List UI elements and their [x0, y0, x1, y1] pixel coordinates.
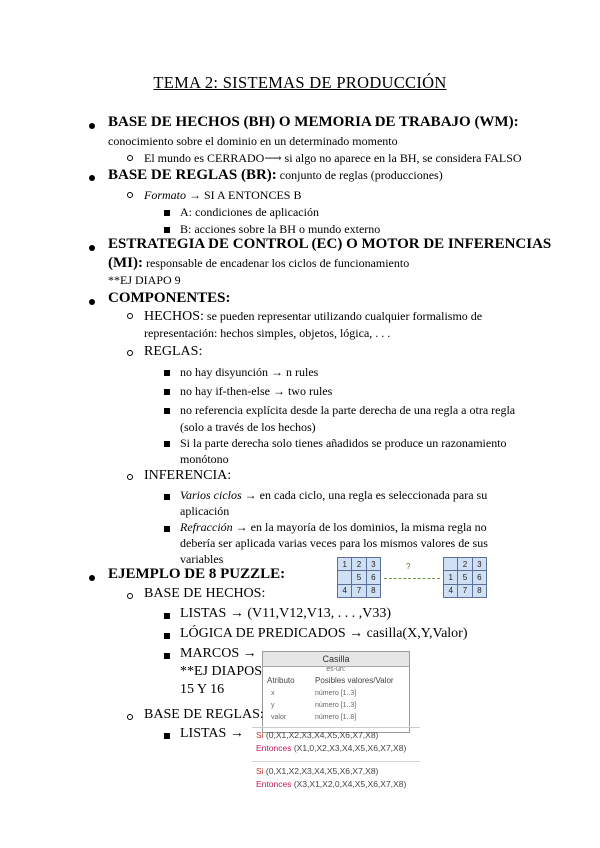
si-keyword: Si: [256, 766, 264, 776]
puzzle-cell: 3: [367, 558, 380, 570]
puzzle-listas2: LISTAS →: [180, 726, 244, 741]
frame-title: Casilla: [263, 652, 409, 667]
regla-1: no hay disyunción → n rules: [180, 365, 319, 379]
br-desc: conjunto de reglas (producciones): [276, 168, 443, 182]
rule-text: (0,X1,X2,X3,X4,X5,X6,X7,X8): [263, 730, 379, 740]
frame-row-val: número [1..8]: [315, 714, 357, 721]
rule-separator: [252, 761, 420, 762]
ec-heading2: (MI):: [108, 255, 143, 271]
puzzle-logica: LÓGICA DE PREDICADOS → casilla(X,Y,Valor): [180, 626, 468, 641]
frame-row-attr: x: [271, 690, 275, 697]
dashed-arrow: [384, 578, 440, 579]
square-bullet-icon: [164, 441, 170, 447]
br-heading: BASE DE REGLAS (BR):: [108, 167, 277, 183]
inf-2a: [180, 520, 487, 535]
hechos-label: HECHOS:: [144, 309, 204, 324]
square-bullet-icon: [164, 227, 170, 233]
square-bullet-icon: [164, 210, 170, 216]
rule-1-ent: [256, 743, 406, 753]
puzzle-cell: 7: [352, 585, 365, 597]
puzzle-grid-initial: [337, 557, 381, 598]
inf-1b: aplicación: [180, 504, 230, 518]
reglas-label: REGLAS:: [144, 344, 203, 359]
frame-col-values: Posibles valores/Valor: [315, 676, 394, 685]
circle-bullet-icon: [127, 474, 133, 480]
si-keyword: Si: [256, 730, 264, 740]
bullet-icon: [89, 299, 95, 305]
inf-1-label: Varios ciclos: [180, 488, 242, 502]
hechos-desc: se pueden representar utilizando cualquier formalismo de: [203, 309, 483, 323]
frame-row-attr: valor: [271, 714, 287, 721]
puzzle-grid-next: [443, 557, 487, 598]
square-bullet-icon: [164, 526, 170, 532]
frame-col-attr: Atributo: [267, 676, 295, 685]
circle-bullet-icon: [127, 593, 133, 599]
ec-heading: ESTRATEGIA DE CONTROL (EC) O MOTOR DE INFERENCIAS: [108, 236, 552, 252]
puzzle-cell: 1: [444, 571, 457, 583]
circle-bullet-icon: [127, 714, 133, 720]
entonces-keyword: Entonces: [256, 743, 292, 753]
frame-row-attr: y: [271, 702, 275, 709]
bh-desc: conocimiento sobre el dominio en un determinado momento: [108, 134, 398, 148]
bullet-icon: [89, 123, 95, 129]
puzzle-cell: 4: [444, 585, 457, 597]
rule-2-si: [256, 766, 378, 776]
square-bullet-icon: [164, 494, 170, 500]
arrow-label: ?: [406, 562, 411, 571]
casilla-frame: [262, 651, 410, 733]
puzzle-cell: 5: [352, 571, 365, 583]
page-title: TEMA 2: SISTEMAS DE PRODUCCIÓN: [153, 73, 447, 92]
comp-heading: COMPONENTES:: [108, 290, 231, 306]
puzzle-cell: 7: [458, 585, 471, 597]
ec-note: **EJ DIAPO 9: [108, 273, 181, 287]
regla-3a: no referencia explícita desde la parte derecha de una regla a otra regla: [180, 403, 516, 417]
square-bullet-icon: [164, 408, 170, 414]
puzzle-cell: [444, 558, 457, 570]
bullet-icon: [89, 175, 95, 181]
regla-4b: monótono: [180, 452, 229, 466]
hechos-line: [144, 307, 482, 325]
square-bullet-icon: [164, 653, 170, 659]
puzzle-cell: 8: [367, 585, 380, 597]
ec-desc: responsable de encadenar los ciclos de funcionamiento: [142, 256, 410, 270]
square-bullet-icon: [164, 733, 170, 739]
puzzle-diapos2: 15 Y 16: [180, 682, 225, 697]
puzzle-heading: EJEMPLO DE 8 PUZZLE:: [108, 566, 286, 582]
formato-label: Formato: [144, 188, 186, 202]
inf-1-text: → en cada ciclo, una regla es seleccionada para su: [241, 488, 488, 502]
circle-bullet-icon: [127, 192, 133, 198]
circle-bullet-icon: [127, 350, 133, 356]
regla-4a: Si la parte derecha solo tienes añadidos se produce un razonamiento: [180, 436, 507, 450]
rule-1-si: [256, 730, 378, 740]
rule-text: (X1,0,X2,X3,X4,X5,X6,X7,X8): [291, 743, 407, 753]
puzzle-br-label: BASE DE REGLAS:: [144, 707, 264, 722]
puzzle-cell: 3: [473, 558, 486, 570]
bullet-icon: [89, 575, 95, 581]
br-formato: [144, 188, 301, 203]
puzzle-cell: 2: [458, 558, 471, 570]
square-bullet-icon: [164, 633, 170, 639]
puzzle-bh-label: BASE DE HECHOS:: [144, 586, 266, 601]
frame-row-val: número [1..3]: [315, 702, 357, 709]
circle-bullet-icon: [127, 313, 133, 319]
puzzle-cell: 4: [338, 585, 351, 597]
puzzle-cell: 6: [473, 571, 486, 583]
inferencia-label: INFERENCIA:: [144, 468, 232, 483]
inf-2-text: → en la mayoría de los dominios, la misma regla no: [232, 520, 487, 534]
circle-bullet-icon: [127, 155, 133, 161]
square-bullet-icon: [164, 370, 170, 376]
rules-box: [252, 727, 420, 792]
puzzle-cell: 5: [458, 571, 471, 583]
puzzle-cell: [338, 571, 351, 583]
inf-2-label: Refracción: [180, 520, 233, 534]
regla-3b: (solo a través de los hechos): [180, 420, 316, 434]
regla-2: no hay if-then-else → two rules: [180, 384, 333, 398]
puzzle-cell: 1: [338, 558, 351, 570]
frame-subtitle: es-un:: [326, 666, 346, 673]
br-a: A: condiciones de aplicación: [180, 205, 319, 219]
rule-2-ent: [256, 779, 406, 789]
inf-1a: [180, 488, 487, 503]
hechos-desc2: representación: hechos simples, objetos, lógica, . . .: [144, 326, 391, 340]
puzzle-cell: 6: [367, 571, 380, 583]
rule-text: (0,X1,X2,X3,X4,X5,X6,X7,X8): [263, 766, 379, 776]
puzzle-cell: 2: [352, 558, 365, 570]
entonces-keyword: Entonces: [256, 779, 292, 789]
bullet-icon: [89, 245, 95, 251]
square-bullet-icon: [164, 389, 170, 395]
puzzle-diapos1: **EJ DIAPOS: [180, 664, 263, 679]
inf-2b: debería ser aplicada varias veces para los mismos valores de sus: [180, 536, 488, 550]
br-line: [108, 166, 443, 184]
frame-row-val: número [1..3]: [315, 690, 357, 697]
inf-2c: variables: [180, 552, 224, 566]
puzzle-cell: 8: [473, 585, 486, 597]
bh-heading: BASE DE HECHOS (BH) O MEMORIA DE TRABAJO (WM):: [108, 114, 519, 130]
br-b: B: acciones sobre la BH o mundo externo: [180, 222, 381, 236]
rule-text: (X3,X1,X2,0,X4,X5,X6,X7,X8): [291, 779, 407, 789]
ec-line2: [108, 254, 409, 272]
formato-rest: → SI A ENTONCES B: [186, 188, 302, 202]
bh-sub: El mundo es CERRADO⟶ si algo no aparece en la BH, se considera FALSO: [144, 151, 522, 165]
puzzle-marcos: MARCOS →: [180, 646, 257, 661]
puzzle-listas: LISTAS → (V11,V12,V13, . . . ,V33): [180, 606, 392, 621]
square-bullet-icon: [164, 613, 170, 619]
